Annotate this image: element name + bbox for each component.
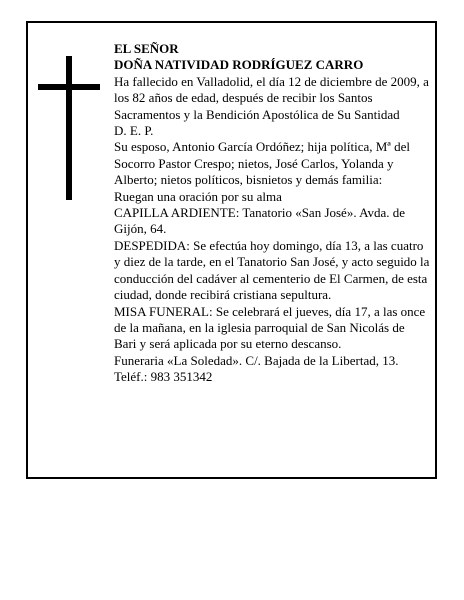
notice-title: EL SEÑOR — [114, 41, 179, 56]
cross-icon — [38, 56, 100, 200]
chapel-info: CAPILLA ARDIENTE: Tanatorio «San José». Avda. de Gijón, 64. — [114, 205, 406, 237]
deceased-name: DOÑA NATIVIDAD RODRÍGUEZ CARRO — [114, 57, 364, 73]
funeral-mass-info: MISA FUNERAL: Se celebrará el jueves, día 17, a las once de la mañana, en la iglesia parroquial de San Nicolás de Bari y será aplicada por su eterno descanso. — [114, 303, 426, 352]
prayer-request: Ruegan una oración por su alma — [114, 188, 282, 204]
family-list: Su esposo, Antonio García Ordóñez; hija política, Mª del Socorro Pastor Crespo; nietos, José Carlos, Yolanda y Alberto; nietos políticos, bisnietos y demás familia: — [114, 139, 411, 188]
notice-text — [114, 41, 430, 386]
obituary-notice — [26, 21, 437, 479]
funeral-home-info: Funeraria «La Soledad». C/. Bajada de la Libertad, 13. Teléf.: 983 351342 — [114, 352, 399, 385]
farewell-info: DESPEDIDA: Se efectúa hoy domingo, día 13, a las cuatro y diez de la tarde, en el Tanatorio San José, y acto seguido la conducción del cadáver al cementerio de El Carmen, de esta ciudad, donde recibirá cristiana sepultura. — [114, 237, 430, 303]
death-info: Ha fallecido en Valladolid, el día 12 de diciembre de 2009, a los 82 años de edad, después de recibir los Santos Sacramentos y la Bendición Apostólica de Su Santidad — [114, 73, 429, 122]
rip-line: D. E. P. — [114, 123, 154, 139]
